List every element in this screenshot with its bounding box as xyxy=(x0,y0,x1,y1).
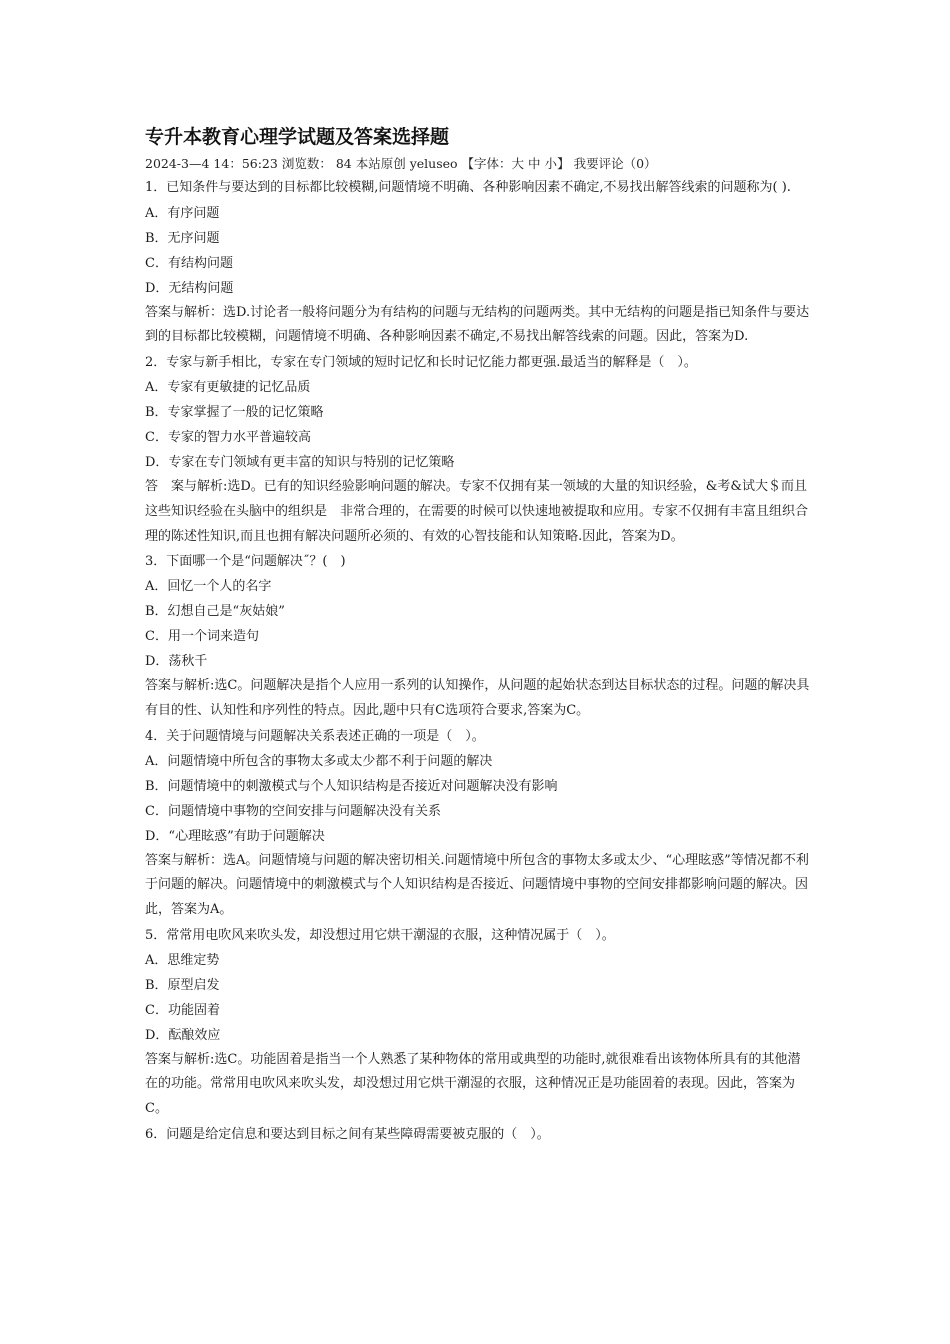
option-c: C．问题情境中事物的空间安排与问题解决没有关系 xyxy=(145,803,441,819)
question-4 xyxy=(145,724,810,923)
answer-explanation: 答 案与解析:选D。已有的知识经验影响问题的解决。专家不仅拥有某一领域的大量的知识经验，&考&试大＄而且这些知识经验在头脑中的组织是 非常合理的，在需要的时候可以快速地被提取和应用。专家不仅拥有丰富且组织合理的陈述性知识,而且也拥有解决问题所必须的、有效的心智技能和认知策略.因此，答案为D。 xyxy=(145,479,809,544)
option-d: D．荡秋千 xyxy=(145,654,208,670)
option-c: C．专家的智力水平普遍较高 xyxy=(145,430,311,446)
question-stem: 1．已知条件与要达到的目标都比较模糊,问题情境不明确、各种影响因素不确定,不易找出解答线索的问题称为( ). xyxy=(145,180,791,195)
answer-explanation: 答案与解析：选A。问题情境与问题的解决密切相关.问题情境中所包含的事物太多或太少、“心理眩惑”等情况都不利于问题的解决。问题情境中的刺激模式与个人知识结构是否接近、问题情境中事物的空间安排都影响问题的解决。因此，答案为A。 xyxy=(145,852,809,918)
question-stem: 2．专家与新手相比，专家在专门领域的短时记忆和长时记忆能力都更强.最适当的解释是（ ）。 xyxy=(145,355,697,371)
font-size-small-link[interactable]: 小 xyxy=(544,156,558,171)
option-c: C．用一个词来造句 xyxy=(145,629,259,645)
question-stem: 5．常常用电吹风来吹头发，却没想过用它烘干潮湿的衣服，这种情况属于（ ）。 xyxy=(145,927,615,943)
question-1 xyxy=(145,176,810,350)
question-5 xyxy=(145,923,810,1122)
option-b: B．问题情境中的刺激模式与个人知识结构是否接近对问题解决没有影响 xyxy=(145,778,558,794)
question-stem: 3．下面哪一个是“问题解决˝？( ) xyxy=(145,554,346,570)
views-count: 84 xyxy=(335,156,352,171)
article-title: 专升本教育心理学试题及答案选择题 xyxy=(145,126,450,148)
option-d: D．专家在专门领域有更丰富的知识与特别的记忆策略 xyxy=(145,455,455,471)
font-size-large-link[interactable]: 大 xyxy=(511,156,525,171)
question-6 xyxy=(145,1122,810,1147)
option-b: B．专家掌握了一般的记忆策略 xyxy=(145,405,324,421)
comment-link[interactable]: 我要评论（0） xyxy=(573,156,657,171)
option-c: C．有结构问题 xyxy=(145,255,233,271)
option-d: D．酝酿效应 xyxy=(145,1027,221,1043)
option-a: A．有序问题 xyxy=(145,205,220,221)
article xyxy=(145,124,810,1147)
option-d: D．“心理眩惑”有助于问题解决 xyxy=(145,828,325,844)
question-2 xyxy=(145,350,810,549)
source-label: 本站原创 yeluseo xyxy=(355,156,458,171)
option-b: B．原型启发 xyxy=(145,977,220,993)
option-a: A．思维定势 xyxy=(145,952,220,968)
answer-explanation: 答案与解析:选C。问题解决是指个人应用一系列的认知操作，从问题的起始状态到达目标状态的过程。问题的解决具有目的性、认知性和序列性的特点。因此,题中只有C选项符合要求,答案为C。 xyxy=(145,678,810,718)
option-a: A．问题情境中所包含的事物太多或太少都不利于问题的解决 xyxy=(145,753,493,769)
option-b: B．无序问题 xyxy=(145,230,220,246)
option-a: A．回忆一个人的名字 xyxy=(145,579,272,595)
font-size-close: 】 xyxy=(557,156,570,171)
font-size-open: 【字体： xyxy=(461,156,512,171)
option-b: B．幻想自己是“灰姑娘” xyxy=(145,604,285,620)
answer-explanation: 答案与解析：选D.讨论者一般将问题分为有结构的问题与无结构的问题两类。其中无结构的问题是指已知条件与要达到的目标都比较模糊，问题情境不明确、各种影响因素不确定,不易找出解答线索的问题。因此，答案为D. xyxy=(145,304,810,345)
option-c: C．功能固着 xyxy=(145,1002,220,1018)
question-3 xyxy=(145,549,810,723)
option-a: A．专家有更敏捷的记忆品质 xyxy=(145,380,311,396)
answer-explanation: 答案与解析:选C。功能固着是指当一个人熟悉了某种物体的常用或典型的功能时,就很难看出该物体所具有的其他潜在的功能。常常用电吹风来吹头发，却没想过用它烘干潮湿的衣服，这种情况正是功能固着的表现。因此，答案为C。 xyxy=(145,1051,801,1117)
option-d: D．无结构问题 xyxy=(145,280,234,296)
publish-datetime: 2024-3—4 14：56:23 xyxy=(145,156,278,171)
question-stem: 6．问题是给定信息和要达到目标之间有某些障碍需要被克服的（ ）。 xyxy=(145,1126,550,1142)
question-stem: 4．关于问题情境与问题解决关系表述正确的一项是（ ）。 xyxy=(145,728,485,744)
views-label: 浏览数： xyxy=(281,156,332,171)
font-size-medium-link[interactable]: 中 xyxy=(528,156,541,171)
article-meta xyxy=(145,154,810,176)
